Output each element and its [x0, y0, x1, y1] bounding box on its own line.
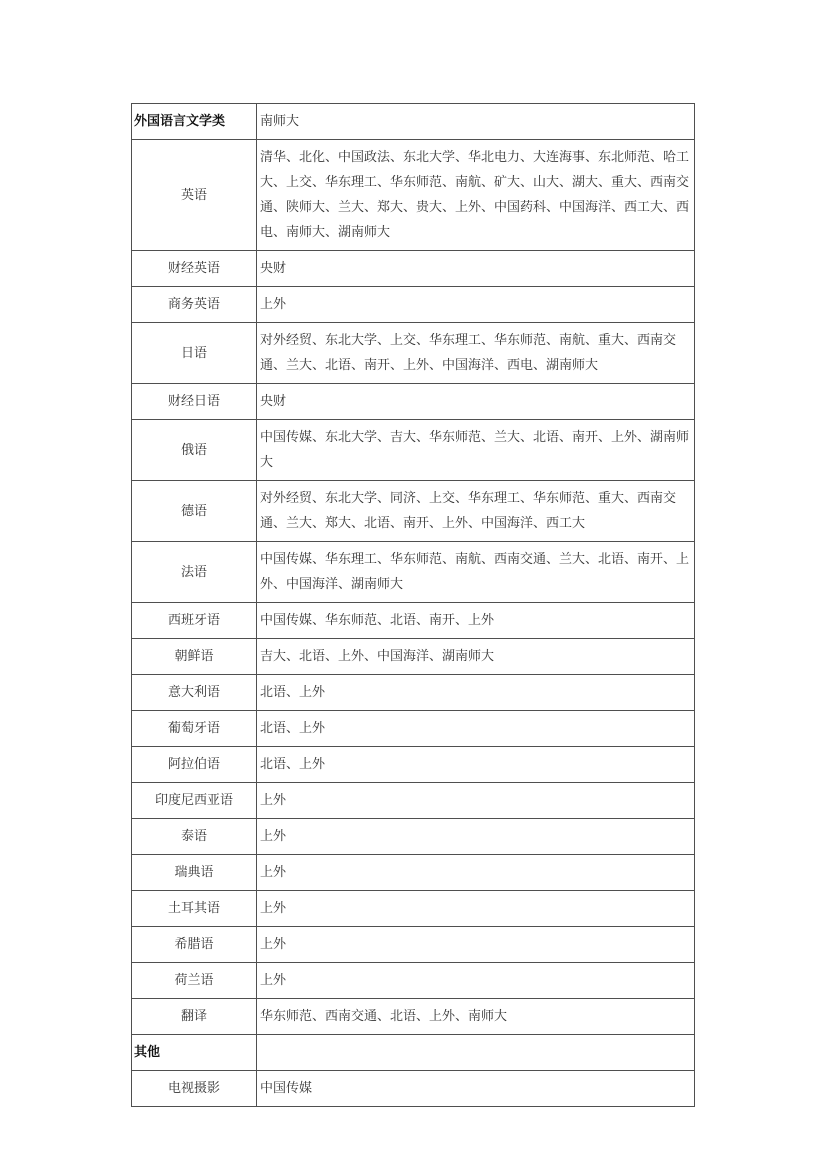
table-row — [132, 323, 695, 384]
category-cell — [132, 603, 257, 639]
universities-text: 中国传媒、华东师范、北语、南开、上外 — [260, 613, 495, 628]
universities-cell — [257, 251, 695, 287]
universities-text: 上外 — [260, 829, 287, 844]
universities-text: 央财 — [260, 261, 287, 276]
universities-text: 北语、上外 — [260, 685, 326, 700]
universities-cell — [257, 481, 695, 542]
category-label: 希腊语 — [174, 937, 214, 952]
table-row — [132, 999, 695, 1035]
universities-text: 吉大、北语、上外、中国海洋、湖南师大 — [260, 649, 495, 664]
universities-cell — [257, 140, 695, 251]
category-cell — [132, 251, 257, 287]
category-label: 电视摄影 — [167, 1081, 220, 1096]
universities-text: 对外经贸、东北大学、上交、华东理工、华东师范、南航、重大、西南交通、兰大、北语、南开、上外、中国海洋、西电、湖南师大 — [260, 333, 677, 373]
table-row — [132, 711, 695, 747]
universities-cell — [257, 999, 695, 1035]
universities-text: 南师大 — [260, 114, 300, 129]
universities-cell — [257, 639, 695, 675]
table-row — [132, 287, 695, 323]
universities-cell — [257, 891, 695, 927]
category-label: 外国语言文学类 — [134, 114, 226, 129]
category-label: 财经日语 — [167, 394, 220, 409]
category-label: 土耳其语 — [167, 901, 220, 916]
category-label: 英语 — [180, 187, 207, 203]
category-label: 日语 — [180, 345, 207, 361]
category-label: 意大利语 — [167, 685, 220, 700]
universities-cell — [257, 384, 695, 420]
universities-text: 中国传媒、华东理工、华东师范、南航、西南交通、兰大、北语、南开、上外、中国海洋、湖南师大 — [260, 552, 690, 592]
table-row — [132, 481, 695, 542]
table-row — [132, 1035, 695, 1071]
table-row — [132, 747, 695, 783]
universities-text: 上外 — [260, 297, 287, 312]
universities-cell — [257, 963, 695, 999]
category-cell — [132, 675, 257, 711]
table-row — [132, 603, 695, 639]
table-row — [132, 675, 695, 711]
universities-cell — [257, 747, 695, 783]
category-cell — [132, 963, 257, 999]
majors-universities-table — [131, 103, 695, 1107]
category-cell — [132, 481, 257, 542]
category-cell — [132, 384, 257, 420]
universities-cell — [257, 287, 695, 323]
universities-cell — [257, 675, 695, 711]
category-label: 财经英语 — [167, 261, 220, 276]
category-cell — [132, 747, 257, 783]
category-cell — [132, 1071, 257, 1107]
table-row — [132, 384, 695, 420]
universities-text: 对外经贸、东北大学、同济、上交、华东理工、华东师范、重大、西南交通、兰大、郑大、北语、南开、上外、中国海洋、西工大 — [260, 491, 677, 531]
universities-text: 央财 — [260, 394, 287, 409]
category-cell — [132, 104, 257, 140]
universities-cell — [257, 1035, 695, 1071]
universities-text: 上外 — [260, 937, 287, 952]
category-label: 泰语 — [180, 829, 207, 844]
category-cell — [132, 287, 257, 323]
category-cell — [132, 783, 257, 819]
universities-text: 中国传媒 — [260, 1081, 313, 1096]
category-cell — [132, 1035, 257, 1071]
universities-text: 北语、上外 — [260, 721, 326, 736]
universities-text: 上外 — [260, 973, 287, 988]
category-label: 朝鲜语 — [174, 649, 214, 664]
table-row — [132, 140, 695, 251]
category-label: 西班牙语 — [167, 613, 220, 628]
universities-text: 上外 — [260, 901, 287, 916]
category-label: 其他 — [134, 1045, 161, 1060]
category-cell — [132, 542, 257, 603]
universities-cell — [257, 711, 695, 747]
universities-text: 上外 — [260, 793, 287, 808]
table-row — [132, 783, 695, 819]
category-label: 俄语 — [180, 442, 207, 458]
category-cell — [132, 999, 257, 1035]
category-label: 德语 — [180, 503, 207, 519]
universities-cell — [257, 323, 695, 384]
universities-text: 上外 — [260, 865, 287, 880]
category-label: 荷兰语 — [174, 973, 214, 988]
table-row — [132, 963, 695, 999]
table-row — [132, 819, 695, 855]
category-cell — [132, 323, 257, 384]
category-cell — [132, 891, 257, 927]
table-row — [132, 891, 695, 927]
table-row — [132, 420, 695, 481]
universities-text: 清华、北化、中国政法、东北大学、华北电力、大连海事、东北师范、哈工大、上交、华东理工、华东师范、南航、矿大、山大、湖大、重大、西南交通、陕师大、兰大、郑大、贵大、上外、中国药科、中国海洋、西工大、西电、南师大、湖南师大 — [260, 150, 690, 240]
universities-cell — [257, 927, 695, 963]
category-cell — [132, 639, 257, 675]
category-label: 瑞典语 — [174, 865, 214, 880]
category-label: 法语 — [180, 564, 207, 580]
table-row — [132, 251, 695, 287]
category-cell — [132, 711, 257, 747]
table-row — [132, 104, 695, 140]
table-row — [132, 542, 695, 603]
universities-cell — [257, 855, 695, 891]
category-cell — [132, 819, 257, 855]
table-row — [132, 639, 695, 675]
category-cell — [132, 855, 257, 891]
universities-cell — [257, 1071, 695, 1107]
universities-cell — [257, 603, 695, 639]
category-label: 葡萄牙语 — [167, 721, 220, 736]
category-label: 商务英语 — [167, 297, 220, 312]
category-cell — [132, 927, 257, 963]
universities-cell — [257, 420, 695, 481]
universities-cell — [257, 819, 695, 855]
universities-text: 北语、上外 — [260, 757, 326, 772]
universities-cell — [257, 104, 695, 140]
category-label: 印度尼西亚语 — [154, 793, 233, 808]
universities-cell — [257, 783, 695, 819]
table-body — [132, 104, 695, 1107]
table-row — [132, 855, 695, 891]
table-row — [132, 1071, 695, 1107]
table-row — [132, 927, 695, 963]
category-label: 阿拉伯语 — [167, 757, 220, 772]
universities-text: 华东师范、西南交通、北语、上外、南师大 — [260, 1009, 508, 1024]
universities-cell — [257, 542, 695, 603]
category-label: 翻译 — [180, 1009, 207, 1024]
category-cell — [132, 140, 257, 251]
category-cell — [132, 420, 257, 481]
universities-text: 中国传媒、东北大学、吉大、华东师范、兰大、北语、南开、上外、湖南师大 — [260, 430, 690, 470]
